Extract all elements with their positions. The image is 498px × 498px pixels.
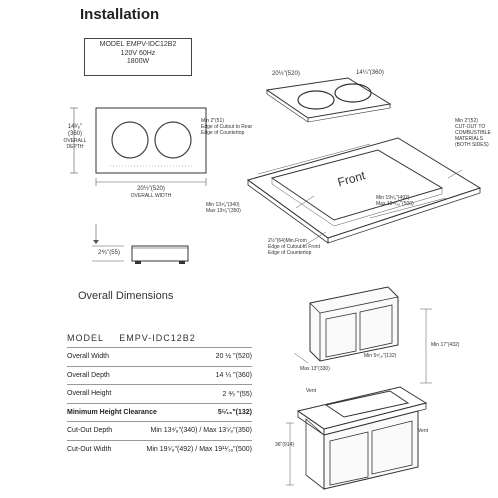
base-cabinet: [306, 419, 324, 489]
front-label: Front: [336, 168, 367, 190]
vent-right-label: Vent: [418, 428, 429, 434]
rear-clearance-note: Min 2"(51) Edge of Cutout to Rear Edge of Countertop: [201, 118, 253, 136]
row-value: 2 ⅘ "(55): [222, 391, 252, 398]
iso-burner-left: [298, 91, 334, 109]
row-label: Overall Depth: [67, 371, 110, 379]
side-clearance-note: Min 2"(52) CUT-OUT TO COMBUSTIBLE MATERIALS (BOTH SIDES): [455, 118, 491, 148]
top-width-label: 20½"(520): [272, 71, 300, 77]
cooktop-side-view: [84, 222, 194, 272]
max-depth-label: Max 13"(330): [300, 366, 330, 372]
upper-clearance-label: Min 17"(432): [431, 342, 460, 348]
row-value: 5⁵⁄₁₆"(132): [217, 408, 252, 416]
table-row: [67, 366, 252, 385]
table-row: [67, 403, 252, 422]
cutout-depth-note: Min 13⁴⁄₈"(340) Max 13⁵⁄₈"(350): [206, 202, 241, 214]
burner-right: [155, 122, 191, 158]
depth-dimension: 14³⁄₈" (360) OVERALL DEPTH: [63, 124, 87, 150]
model-value: EMPV-IDC12B2: [119, 333, 196, 343]
table-row: [67, 421, 252, 440]
overall-dimensions-heading: Overall Dimensions: [78, 290, 174, 302]
iso-burner-right: [335, 84, 371, 102]
spec-table: [67, 333, 252, 458]
cooktop-iso: [267, 78, 390, 118]
vent-left-label: Vent: [306, 388, 317, 394]
row-label: Minimum Height Clearance: [67, 408, 157, 416]
cutout-diagram: [200, 60, 498, 260]
cabinet-diagram: [270, 275, 498, 498]
table-row: [67, 440, 252, 459]
burner-left: [112, 122, 148, 158]
row-value: Min 19⁵⁄₈"(492) / Max 19¹¹⁄₁₆"(500): [146, 445, 252, 453]
cutout-hole: [272, 150, 442, 220]
row-value: 14 ¼ "(360): [215, 371, 252, 379]
row-label: Overall Width: [67, 353, 110, 360]
model-info-box: [84, 38, 192, 76]
model-watts: 1800W: [126, 58, 150, 65]
height-dimension: 2⅘"(55): [98, 250, 120, 256]
model-label: MODEL: [67, 333, 104, 343]
counter-height-label: 36"(914): [275, 442, 295, 448]
top-depth-label: 14¼"(360): [356, 70, 384, 76]
spec-table-header: [67, 333, 252, 347]
width-dimension: 20½"(520) OVERALL WIDTH: [130, 186, 172, 199]
min-height-label: Min 5⁵⁄₁₆"(132): [364, 353, 397, 359]
row-label: Cut-Out Width: [67, 445, 112, 453]
cutout-width-note: Min 19⁵⁄₈"(492) Max 19¹¹⁄₁₆"(500): [376, 195, 414, 207]
front-clearance-note: 2½"(64)Min.From Edge of Cutout to Front Edge of Countertop: [268, 238, 320, 256]
table-row: [67, 347, 252, 366]
model-name: MODEL EMPV-IDC12B2: [99, 41, 177, 48]
row-value: 20 ½ "(520): [215, 353, 252, 360]
upper-cabinet: [310, 287, 398, 361]
page-title: Installation: [80, 6, 160, 23]
row-label: Overall Height: [67, 390, 112, 397]
row-value: Min 13⁴⁄₈"(340) / Max 13⁵⁄₈"(350): [150, 427, 252, 434]
table-row: [67, 384, 252, 403]
row-label: Cut-Out Depth: [67, 427, 113, 434]
model-power: 120V 60Hz: [120, 49, 156, 57]
countertop: [248, 138, 480, 238]
